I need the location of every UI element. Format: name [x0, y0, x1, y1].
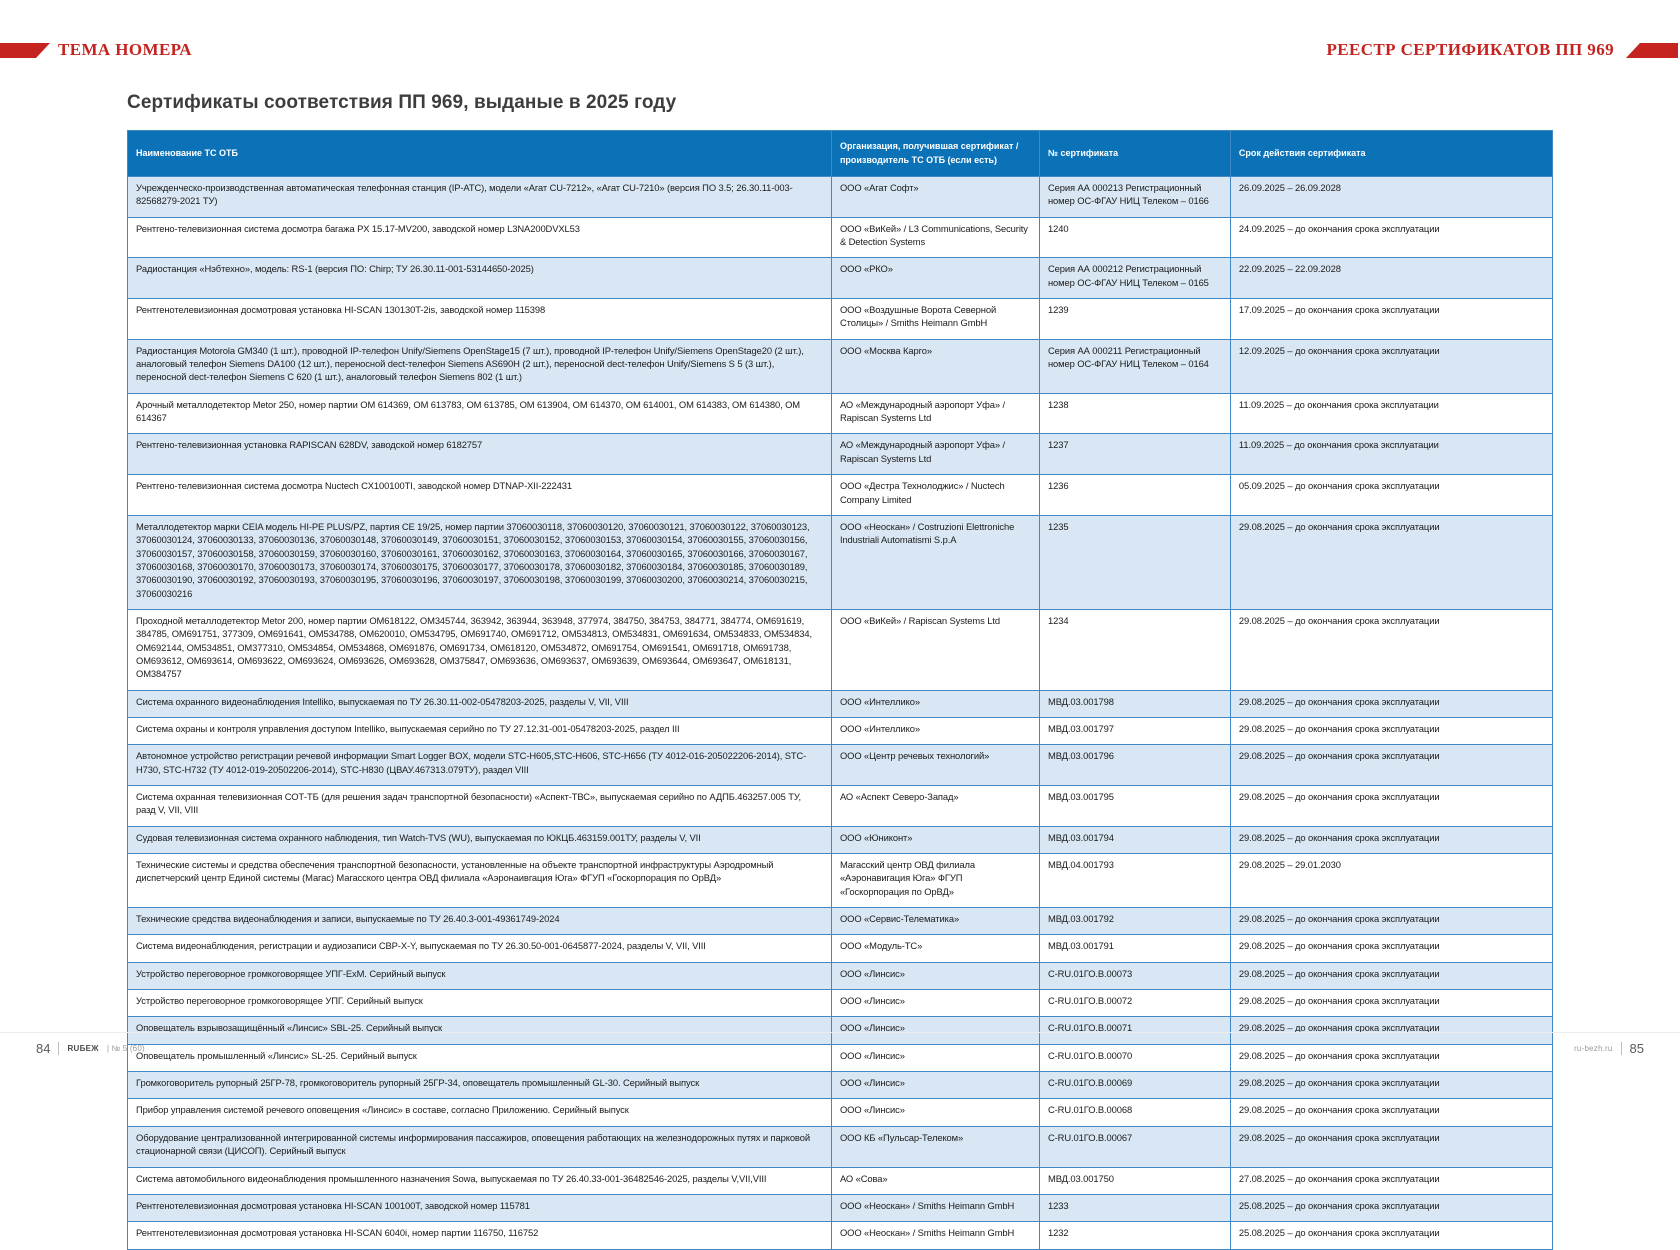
- cell-organization: ООО КБ «Пульсар-Телеком»: [831, 1126, 1039, 1167]
- table-row: [128, 745, 1553, 786]
- cell-cert-number: 1239: [1039, 299, 1230, 340]
- cell-validity: 25.08.2025 – до окончания срока эксплуатации: [1230, 1222, 1552, 1249]
- cell-name: Радиостанция «Нэбтехно», модель: RS-1 (версия ПО: Chirp; ТУ 26.30.11-001-53144650-2025): [128, 258, 832, 299]
- footer-site: ru-bezh.ru: [1574, 1044, 1613, 1053]
- cell-organization: ООО «Сервис-Телематика»: [831, 908, 1039, 935]
- cell-name: Система видеонаблюдения, регистрации и аудиозаписи СВР-X-Y, выпускаемая по ТУ 26.30.50-001-0645877-2024, разделы V, VII, VIII: [128, 935, 832, 962]
- cell-cert-number: Серия АА 000212 Регистрационный номер ОС-ФГАУ НИЦ Телеком – 0165: [1039, 258, 1230, 299]
- table-row: [128, 217, 1553, 258]
- cell-validity: 29.08.2025 – 29.01.2030: [1230, 854, 1552, 908]
- red-bar-right-icon: [1626, 43, 1678, 58]
- cell-cert-number: C-RU.01ГО.В.00068: [1039, 1099, 1230, 1126]
- cell-name: Оповещатель взрывозащищённый «Линсис» SBL-25. Серийный выпуск: [128, 1017, 832, 1044]
- cell-cert-number: 1237: [1039, 434, 1230, 475]
- footer-brand: RUБЕЖ: [67, 1044, 99, 1053]
- cell-cert-number: МВД.03.001796: [1039, 745, 1230, 786]
- cell-validity: 12.09.2025 – до окончания срока эксплуатации: [1230, 339, 1552, 393]
- table-row: [128, 258, 1553, 299]
- cell-cert-number: МВД.03.001792: [1039, 908, 1230, 935]
- cell-organization: ООО «Линсис»: [831, 1044, 1039, 1071]
- table-row: [128, 990, 1553, 1017]
- cell-name: Рентгенотелевизионная досмотровая установка HI-SCAN 6040i, номер партии 116750, 116752: [128, 1222, 832, 1249]
- cell-organization: ООО «Дестра Технолоджис» / Nuctech Company Limited: [831, 475, 1039, 516]
- cell-cert-number: 1234: [1039, 609, 1230, 690]
- cell-name: Металлодетектор марки CEIA модель HI-PE PLUS/PZ, партия CE 19/25, номер партии 37060030118, 37060030120, 37060030121, 37060030122, 37060030123, 37060030124, 37060030133, 37060030136, 37060030148, 37060030149, 37060030151, 37060030152, 37060030153, 37060030154, 37060030155, 37060030156, 37060030157, 37060030158, 37060030159, 37060030160, 37060030161, 37060030162, 37060030163, 37060030164, 37060030165, 37060030166, 37060030167, 37060030168, 37060030170, 37060030173, 37060030174, 37060030175, 37060030177, 37060030178, 37060030182, 37060030184, 37060030185, 37060030189, 37060030190, 37060030192, 37060030193, 37060030195, 37060030196, 37060030197, 37060030198, 37060030199, 37060030200, 37060030214, 37060030215, 37060030216: [128, 515, 832, 609]
- cell-organization: ООО «Линсис»: [831, 962, 1039, 989]
- cell-organization: ООО «Неоскан» / Smiths Heimann GmbH: [831, 1194, 1039, 1221]
- cell-organization: АО «Международный аэропорт Уфа» / Rapiscan Systems Ltd: [831, 434, 1039, 475]
- cell-cert-number: Серия АА 000211 Регистрационный номер ОС-ФГАУ НИЦ Телеком – 0164: [1039, 339, 1230, 393]
- footer-divider: [58, 1042, 59, 1055]
- table-row: [128, 515, 1553, 609]
- cell-organization: ООО «Неоскан» / Smiths Heimann GmbH: [831, 1222, 1039, 1249]
- page-number-right: 85: [1629, 1041, 1644, 1056]
- cell-cert-number: 1235: [1039, 515, 1230, 609]
- cell-name: Технические системы и средства обеспечения транспортной безопасности, установленные на объекте транспортной инфраструктуры Аэродромный диспетчерский центр Единой системы (Магас) Магасского центра ОВД филиала «Аэронаивгация Юга» ФГУП «Госкорпорация по ОрВД»: [128, 854, 832, 908]
- cell-name: Прибор управления системой речевого оповещения «Линсис» в составе, согласно Приложению. Серийный выпуск: [128, 1099, 832, 1126]
- cell-cert-number: Серия АА 000213 Регистрационный номер ОС-ФГАУ НИЦ Телеком – 0166: [1039, 177, 1230, 218]
- cell-organization: ООО «ВиКей» / Rapiscan Systems Ltd: [831, 609, 1039, 690]
- table-row: [128, 962, 1553, 989]
- cell-organization: ООО «Линсис»: [831, 990, 1039, 1017]
- cell-cert-number: 1232: [1039, 1222, 1230, 1249]
- cell-cert-number: C-RU.01ГО.В.00067: [1039, 1126, 1230, 1167]
- cell-organization: ООО «Интеллико»: [831, 717, 1039, 744]
- cell-organization: Магасский центр ОВД филиала «Аэронавигация Юга» ФГУП «Госкорпорация по ОрВД»: [831, 854, 1039, 908]
- cell-cert-number: МВД.03.001797: [1039, 717, 1230, 744]
- table-row: [128, 826, 1553, 853]
- cell-cert-number: МВД.03.001798: [1039, 690, 1230, 717]
- cell-organization: ООО «РКО»: [831, 258, 1039, 299]
- cell-organization: АО «Сова»: [831, 1167, 1039, 1194]
- cell-cert-number: МВД.03.001750: [1039, 1167, 1230, 1194]
- cell-organization: ООО «Воздушные Ворота Северной Столицы» / Smiths Heimann GmbH: [831, 299, 1039, 340]
- cell-name: Устройство переговорное громкоговорящее УПГ-ExM. Серийный выпуск: [128, 962, 832, 989]
- cell-name: Технические средства видеонаблюдения и записи, выпускаемые по ТУ 26.40.3-001-49361749-2024: [128, 908, 832, 935]
- cell-name: Учрежденческо-производственная автоматическая телефонная станция (IP-АТС), модели «Агат CU-7212», «Агат CU-7210» (версия ПО 3.5; 26.30.11-003-82568279-2021 ТУ): [128, 177, 832, 218]
- table-row: [128, 1194, 1553, 1221]
- table-row: [128, 690, 1553, 717]
- cell-validity: 29.08.2025 – до окончания срока эксплуатации: [1230, 717, 1552, 744]
- cell-name: Система охранная телевизионная СОТ-ТБ (для решения задач транспортной безопасности) «Аспект-ТВС», выпускаемая серийно по АДПБ.463257.005 ТУ, разд V, VII, VIII: [128, 786, 832, 827]
- col-header-organization: Организация, получившая сертификат / производитель ТС ОТБ (если есть): [831, 131, 1039, 177]
- table-row: [128, 609, 1553, 690]
- cell-name: Автономное устройство регистрации речевой информации Smart Logger BOX, модели STC-H605,STC-H606, STC-H656 (ТУ 4012-016-205022206-2014), STC-H730, STC-H732 (ТУ 4012-019-20502206-2014), STC-H830 (ЦВАУ.467313.079ТУ), раздел VIII: [128, 745, 832, 786]
- cell-validity: 25.08.2025 – до окончания срока эксплуатации: [1230, 1194, 1552, 1221]
- footer-right: [1574, 1041, 1644, 1056]
- cell-name: Арочный металлодетектор Metor 250, номер партии ОМ 614369, ОМ 613783, ОМ 613785, ОМ 613904, ОМ 614370, ОМ 614001, ОМ 614383, ОМ 614380, ОМ 614367: [128, 393, 832, 434]
- cell-organization: АО «Аспект Северо-Запад»: [831, 786, 1039, 827]
- registry-label: РЕЕСТР СЕРТИФИКАТОВ ПП 969: [1326, 40, 1614, 59]
- masthead: [0, 40, 1680, 62]
- cell-validity: 29.08.2025 – до окончания срока эксплуатации: [1230, 990, 1552, 1017]
- cell-cert-number: 1236: [1039, 475, 1230, 516]
- col-header-validity: Срок действия сертификата: [1230, 131, 1552, 177]
- cell-name: Радиостанция Motorola GM340 (1 шт.), проводной IP-телефон Unify/Siemens OpenStage15 (7 шт.), проводной IP-телефон Unify/Siemens OpenStage20 (2 шт.), аналоговый телефон Siemens DA100 (12 шт.), переносной dect-телефон Siemens AS690H (2 шт.), переносной dect-телефон Unify/Siemens S 5 (3 шт.), переносной dect-телефон Siemens C 620 (1 шт.), аналоговый телефон Siemens 802 (1 шт.): [128, 339, 832, 393]
- col-header-cert-number: № сертификата: [1039, 131, 1230, 177]
- table-row: [128, 717, 1553, 744]
- page-footer: [0, 1032, 1680, 1080]
- cell-name: Рентгенотелевизионная досмотровая установка HI-SCAN 100100T, заводской номер 115781: [128, 1194, 832, 1221]
- cert-table-body: [128, 177, 1553, 1250]
- cell-validity: 29.08.2025 – до окончания срока эксплуатации: [1230, 935, 1552, 962]
- table-row: [128, 475, 1553, 516]
- table-row: [128, 1099, 1553, 1126]
- cell-cert-number: C-RU.01ГО.В.00071: [1039, 1017, 1230, 1044]
- cell-validity: 29.08.2025 – до окончания срока эксплуатации: [1230, 1126, 1552, 1167]
- cell-cert-number: МВД.04.001793: [1039, 854, 1230, 908]
- certificates-table-wrap: [127, 130, 1553, 1250]
- table-row: [128, 786, 1553, 827]
- red-bar-left-icon: [0, 43, 50, 58]
- cell-name: Громкоговоритель рупорный 25ГР-78, громкоговоритель рупорный 25ГР-34, оповещатель промышленный GL-30. Серийный выпуск: [128, 1072, 832, 1099]
- cell-organization: ООО «Агат Софт»: [831, 177, 1039, 218]
- certificates-table: [127, 130, 1553, 1250]
- cell-name: Оповещатель промышленный «Линсис» SL-25. Серийный выпуск: [128, 1044, 832, 1071]
- cell-validity: 29.08.2025 – до окончания срока эксплуатации: [1230, 609, 1552, 690]
- cell-validity: 11.09.2025 – до окончания срока эксплуатации: [1230, 393, 1552, 434]
- cell-organization: ООО «Линсис»: [831, 1099, 1039, 1126]
- cell-cert-number: 1240: [1039, 217, 1230, 258]
- table-row: [128, 177, 1553, 218]
- cell-validity: 29.08.2025 – до окончания срока эксплуатации: [1230, 1044, 1552, 1071]
- cell-cert-number: C-RU.01ГО.В.00069: [1039, 1072, 1230, 1099]
- cell-validity: 29.08.2025 – до окончания срока эксплуатации: [1230, 826, 1552, 853]
- cell-name: Рентгено-телевизионная система досмотра Nuctech CX100100TI, заводской номер DTNAP-XII-222431: [128, 475, 832, 516]
- cell-cert-number: МВД.03.001791: [1039, 935, 1230, 962]
- cell-organization: ООО «Москва Карго»: [831, 339, 1039, 393]
- footer-left: [36, 1041, 145, 1056]
- cell-validity: 29.08.2025 – до окончания срока эксплуатации: [1230, 690, 1552, 717]
- table-row: [128, 299, 1553, 340]
- cell-validity: 29.08.2025 – до окончания срока эксплуатации: [1230, 1017, 1552, 1044]
- table-row: [128, 393, 1553, 434]
- cell-organization: ООО «Модуль-ТС»: [831, 935, 1039, 962]
- cell-validity: 29.08.2025 – до окончания срока эксплуатации: [1230, 962, 1552, 989]
- cell-cert-number: C-RU.01ГО.В.00070: [1039, 1044, 1230, 1071]
- cell-organization: ООО «Неоскан» / Costruzioni Elettroniche Industriali Automatismi S.p.A: [831, 515, 1039, 609]
- cell-validity: 29.08.2025 – до окончания срока эксплуатации: [1230, 745, 1552, 786]
- cell-organization: ООО «ВиКей» / L3 Communications, Security & Detection Systems: [831, 217, 1039, 258]
- cell-cert-number: C-RU.01ГО.В.00072: [1039, 990, 1230, 1017]
- table-row: [128, 908, 1553, 935]
- cell-name: Система автомобильного видеонаблюдения промышленного назначения Sowa, выпускаемая по ТУ 26.40.33-001-36482546-2025, разделы V,VII,VIII: [128, 1167, 832, 1194]
- cell-name: Система охраны и контроля управления доступом Intelliko, выпускаемая серийно по ТУ 27.12.31-001-05478203-2025, раздел III: [128, 717, 832, 744]
- cell-cert-number: 1233: [1039, 1194, 1230, 1221]
- cell-organization: ООО «Линсис»: [831, 1017, 1039, 1044]
- section-label: ТЕМА НОМЕРА: [58, 40, 192, 59]
- cell-validity: 17.09.2025 – до окончания срока эксплуатации: [1230, 299, 1552, 340]
- cell-name: Устройство переговорное громкоговорящее УПГ. Серийный выпуск: [128, 990, 832, 1017]
- footer-issue: | № 5 (60): [106, 1044, 145, 1053]
- cell-cert-number: 1238: [1039, 393, 1230, 434]
- cell-cert-number: МВД.03.001794: [1039, 826, 1230, 853]
- cell-validity: 24.09.2025 – до окончания срока эксплуатации: [1230, 217, 1552, 258]
- table-row: [128, 1222, 1553, 1249]
- cell-validity: 29.08.2025 – до окончания срока эксплуатации: [1230, 908, 1552, 935]
- cell-name: Проходной металлодетектор Metor 200, номер партии ОМ618122, ОМ345744, 363942, 363944, 363948, 377974, 384750, 384753, 384771, 384774, ОМ691619, 384785, ОМ691751, 377309, ОМ691641, ОМ534788, ОМ620010, ОМ534795, ОМ691740, ОМ691712, ОМ534813, ОМ534831, ОМ691634, ОМ534833, ОМ534834, ОМ692144, ОМ534851, ОМ377310, ОМ534854, ОМ534868, ОМ691876, ОМ691734, ОМ618120, ОМ534872, ОМ691754, ОМ691541, ОМ691718, ОМ691738, ОМ693612, ОМ693614, ОМ693622, ОМ693624, ОМ693626, ОМ693628, ОМ375847, ОМ693636, ОМ693637, ОМ693639, ОМ693644, ОМ693647, ОМ618131, ОМ384757: [128, 609, 832, 690]
- cell-validity: 27.08.2025 – до окончания срока эксплуатации: [1230, 1167, 1552, 1194]
- footer-divider: [1621, 1042, 1622, 1055]
- col-header-name: Наименование ТС ОТБ: [128, 131, 832, 177]
- cell-organization: ООО «Интеллико»: [831, 690, 1039, 717]
- table-header-row: [128, 131, 1553, 177]
- cell-validity: 22.09.2025 – 22.09.2028: [1230, 258, 1552, 299]
- table-row: [128, 339, 1553, 393]
- table-row: [128, 434, 1553, 475]
- cell-name: Система охранного видеонаблюдения Intelliko, выпускаемая по ТУ 26.30.11-002-05478203-2025, разделы V, VII, VIII: [128, 690, 832, 717]
- cell-validity: 05.09.2025 – до окончания срока эксплуатации: [1230, 475, 1552, 516]
- page-title: Сертификаты соответствия ПП 969, выданые в 2025 году: [127, 92, 677, 113]
- cell-validity: 11.09.2025 – до окончания срока эксплуатации: [1230, 434, 1552, 475]
- cell-cert-number: МВД.03.001795: [1039, 786, 1230, 827]
- cell-cert-number: C-RU.01ГО.В.00073: [1039, 962, 1230, 989]
- cell-validity: 26.09.2025 – 26.09.2028: [1230, 177, 1552, 218]
- cell-name: Судовая телевизионная система охранного наблюдения, тип Watch-TVS (WU), выпускаемая по ЮКЦБ.463159.001ТУ, разделы V, VII: [128, 826, 832, 853]
- cell-validity: 29.08.2025 – до окончания срока эксплуатации: [1230, 515, 1552, 609]
- table-row: [128, 854, 1553, 908]
- cell-validity: 29.08.2025 – до окончания срока эксплуатации: [1230, 786, 1552, 827]
- cell-organization: ООО «Юниконт»: [831, 826, 1039, 853]
- cell-validity: 29.08.2025 – до окончания срока эксплуатации: [1230, 1072, 1552, 1099]
- cell-organization: ООО «Центр речевых технологий»: [831, 745, 1039, 786]
- cell-name: Рентгенотелевизионная досмотровая установка HI-SCAN 130130T-2is, заводской номер 115398: [128, 299, 832, 340]
- page-number-left: 84: [36, 1041, 51, 1056]
- cell-name: Рентгено-телевизионная система досмотра багажа PX 15.17-MV200, заводской номер L3NA200DVXL53: [128, 217, 832, 258]
- cell-name: Оборудование централизованной интегрированной системы информирования пассажиров, оповещения работающих на железнодорожных путях и парковой стационарной связи (ЦИСОП). Серийный выпуск: [128, 1126, 832, 1167]
- table-row: [128, 1167, 1553, 1194]
- cell-name: Рентгено-телевизионная установка RAPISCAN 628DV, заводской номер 6182757: [128, 434, 832, 475]
- table-row: [128, 1126, 1553, 1167]
- cell-organization: ООО «Линсис»: [831, 1072, 1039, 1099]
- table-row: [128, 935, 1553, 962]
- cell-organization: АО «Международный аэропорт Уфа» / Rapiscan Systems Ltd: [831, 393, 1039, 434]
- cell-validity: 29.08.2025 – до окончания срока эксплуатации: [1230, 1099, 1552, 1126]
